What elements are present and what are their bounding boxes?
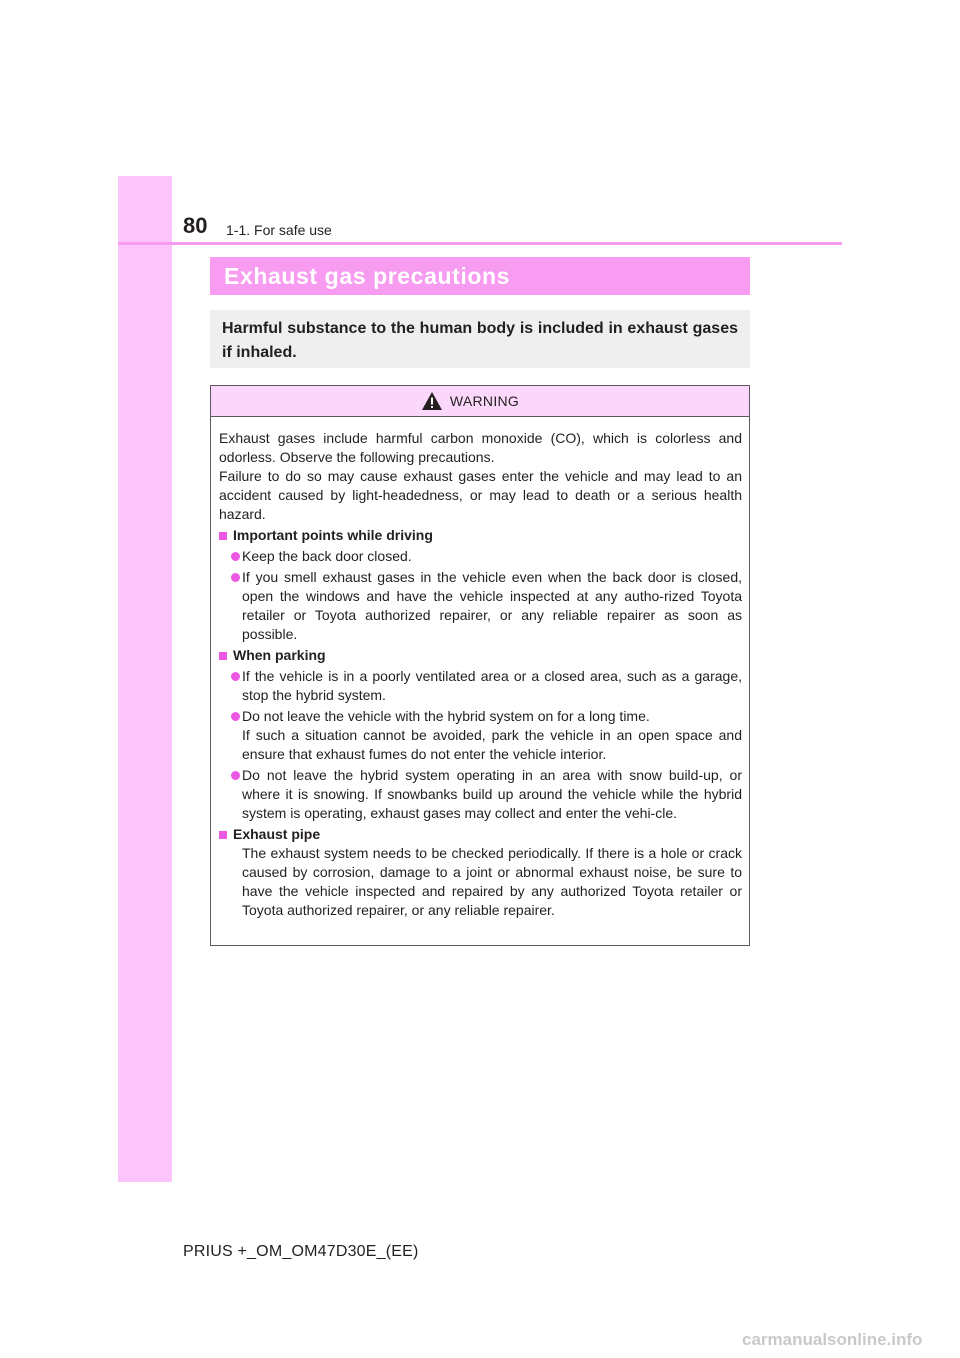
warning-intro-line: Failure to do so may cause exhaust gases enter the vehicle and may lead to an accident caused by light-headedness, or may lead to death or a serious health hazard. bbox=[219, 468, 742, 522]
list-item-text: If the vehicle is in a poorly ventilated area or a closed area, such as a garage, stop the hybrid system. bbox=[242, 668, 742, 703]
round-bullet-icon bbox=[231, 573, 240, 582]
list-item bbox=[219, 547, 742, 566]
page-title: Exhaust gas precautions bbox=[224, 262, 511, 289]
list-item-text: If you smell exhaust gases in the vehicle even when the back door is closed, open the windows and have the vehicle inspected at any autho-rized Toyota retailer or Toyota authorized repairer, or any reliable repairer as soon as possible. bbox=[242, 569, 742, 642]
square-bullet-icon bbox=[219, 532, 227, 540]
warning-header bbox=[211, 386, 749, 417]
round-bullet-icon bbox=[231, 712, 240, 721]
page-number: 80 bbox=[183, 213, 208, 238]
title-band bbox=[210, 257, 750, 295]
round-bullet-icon bbox=[231, 672, 240, 681]
square-bullet-icon bbox=[219, 652, 227, 660]
round-bullet-icon bbox=[231, 771, 240, 780]
list-item bbox=[219, 766, 742, 823]
intro-box bbox=[210, 310, 750, 368]
list-item-text: If such a situation cannot be avoided, park the vehicle in an open space and ensure that exhaust fumes do not enter the vehicle interior. bbox=[242, 727, 742, 762]
warning-triangle-icon bbox=[421, 391, 443, 411]
subheading-text: Exhaust pipe bbox=[233, 826, 321, 842]
list-item bbox=[219, 707, 742, 764]
warning-body bbox=[211, 417, 749, 920]
section-label: 1-1. For safe use bbox=[226, 222, 332, 238]
header-rule bbox=[118, 242, 842, 245]
warning-box bbox=[210, 385, 750, 946]
round-bullet-icon bbox=[231, 552, 240, 561]
subheading-driving bbox=[219, 526, 742, 545]
list-item bbox=[219, 667, 742, 705]
footer-document-code: PRIUS +_OM_OM47D30E_(EE) bbox=[183, 1243, 419, 1260]
list-item-text: Do not leave the hybrid system operating in an area with snow build-up, or where it is snowing. If snowbanks build up around the vehicle while the hybrid system is operating, exhaust gases may collect and enter the vehi-cle. bbox=[242, 767, 742, 821]
subheading-text: When parking bbox=[233, 647, 326, 663]
warning-label: WARNING bbox=[449, 393, 520, 409]
subheading-exhaust-pipe bbox=[219, 825, 742, 844]
intro-text: Harmful substance to the human body is included in exhaust gases if inhaled. bbox=[222, 320, 738, 361]
subheading-text: Important points while driving bbox=[233, 527, 433, 543]
exhaust-pipe-paragraph: The exhaust system needs to be checked periodically. If there is a hole or crack caused by corrosion, damage to a joint or abnormal exhaust noise, be sure to have the vehicle inspected and repaired by any authorized Toyota retailer or Toyota authorized repairer, or any reliable repairer. bbox=[242, 845, 742, 918]
list-item-text: Keep the back door closed. bbox=[242, 548, 412, 564]
subheading-parking bbox=[219, 646, 742, 665]
warning-intro-line: Exhaust gases include harmful carbon monoxide (CO), which is colorless and odorless. Observe the following precautions. bbox=[219, 430, 742, 465]
watermark: carmanualsonline.info bbox=[742, 1330, 923, 1349]
square-bullet-icon bbox=[219, 831, 227, 839]
page-side-tab bbox=[118, 176, 172, 1182]
list-item-text: Do not leave the vehicle with the hybrid system on for a long time. bbox=[242, 708, 650, 724]
list-item bbox=[219, 568, 742, 644]
